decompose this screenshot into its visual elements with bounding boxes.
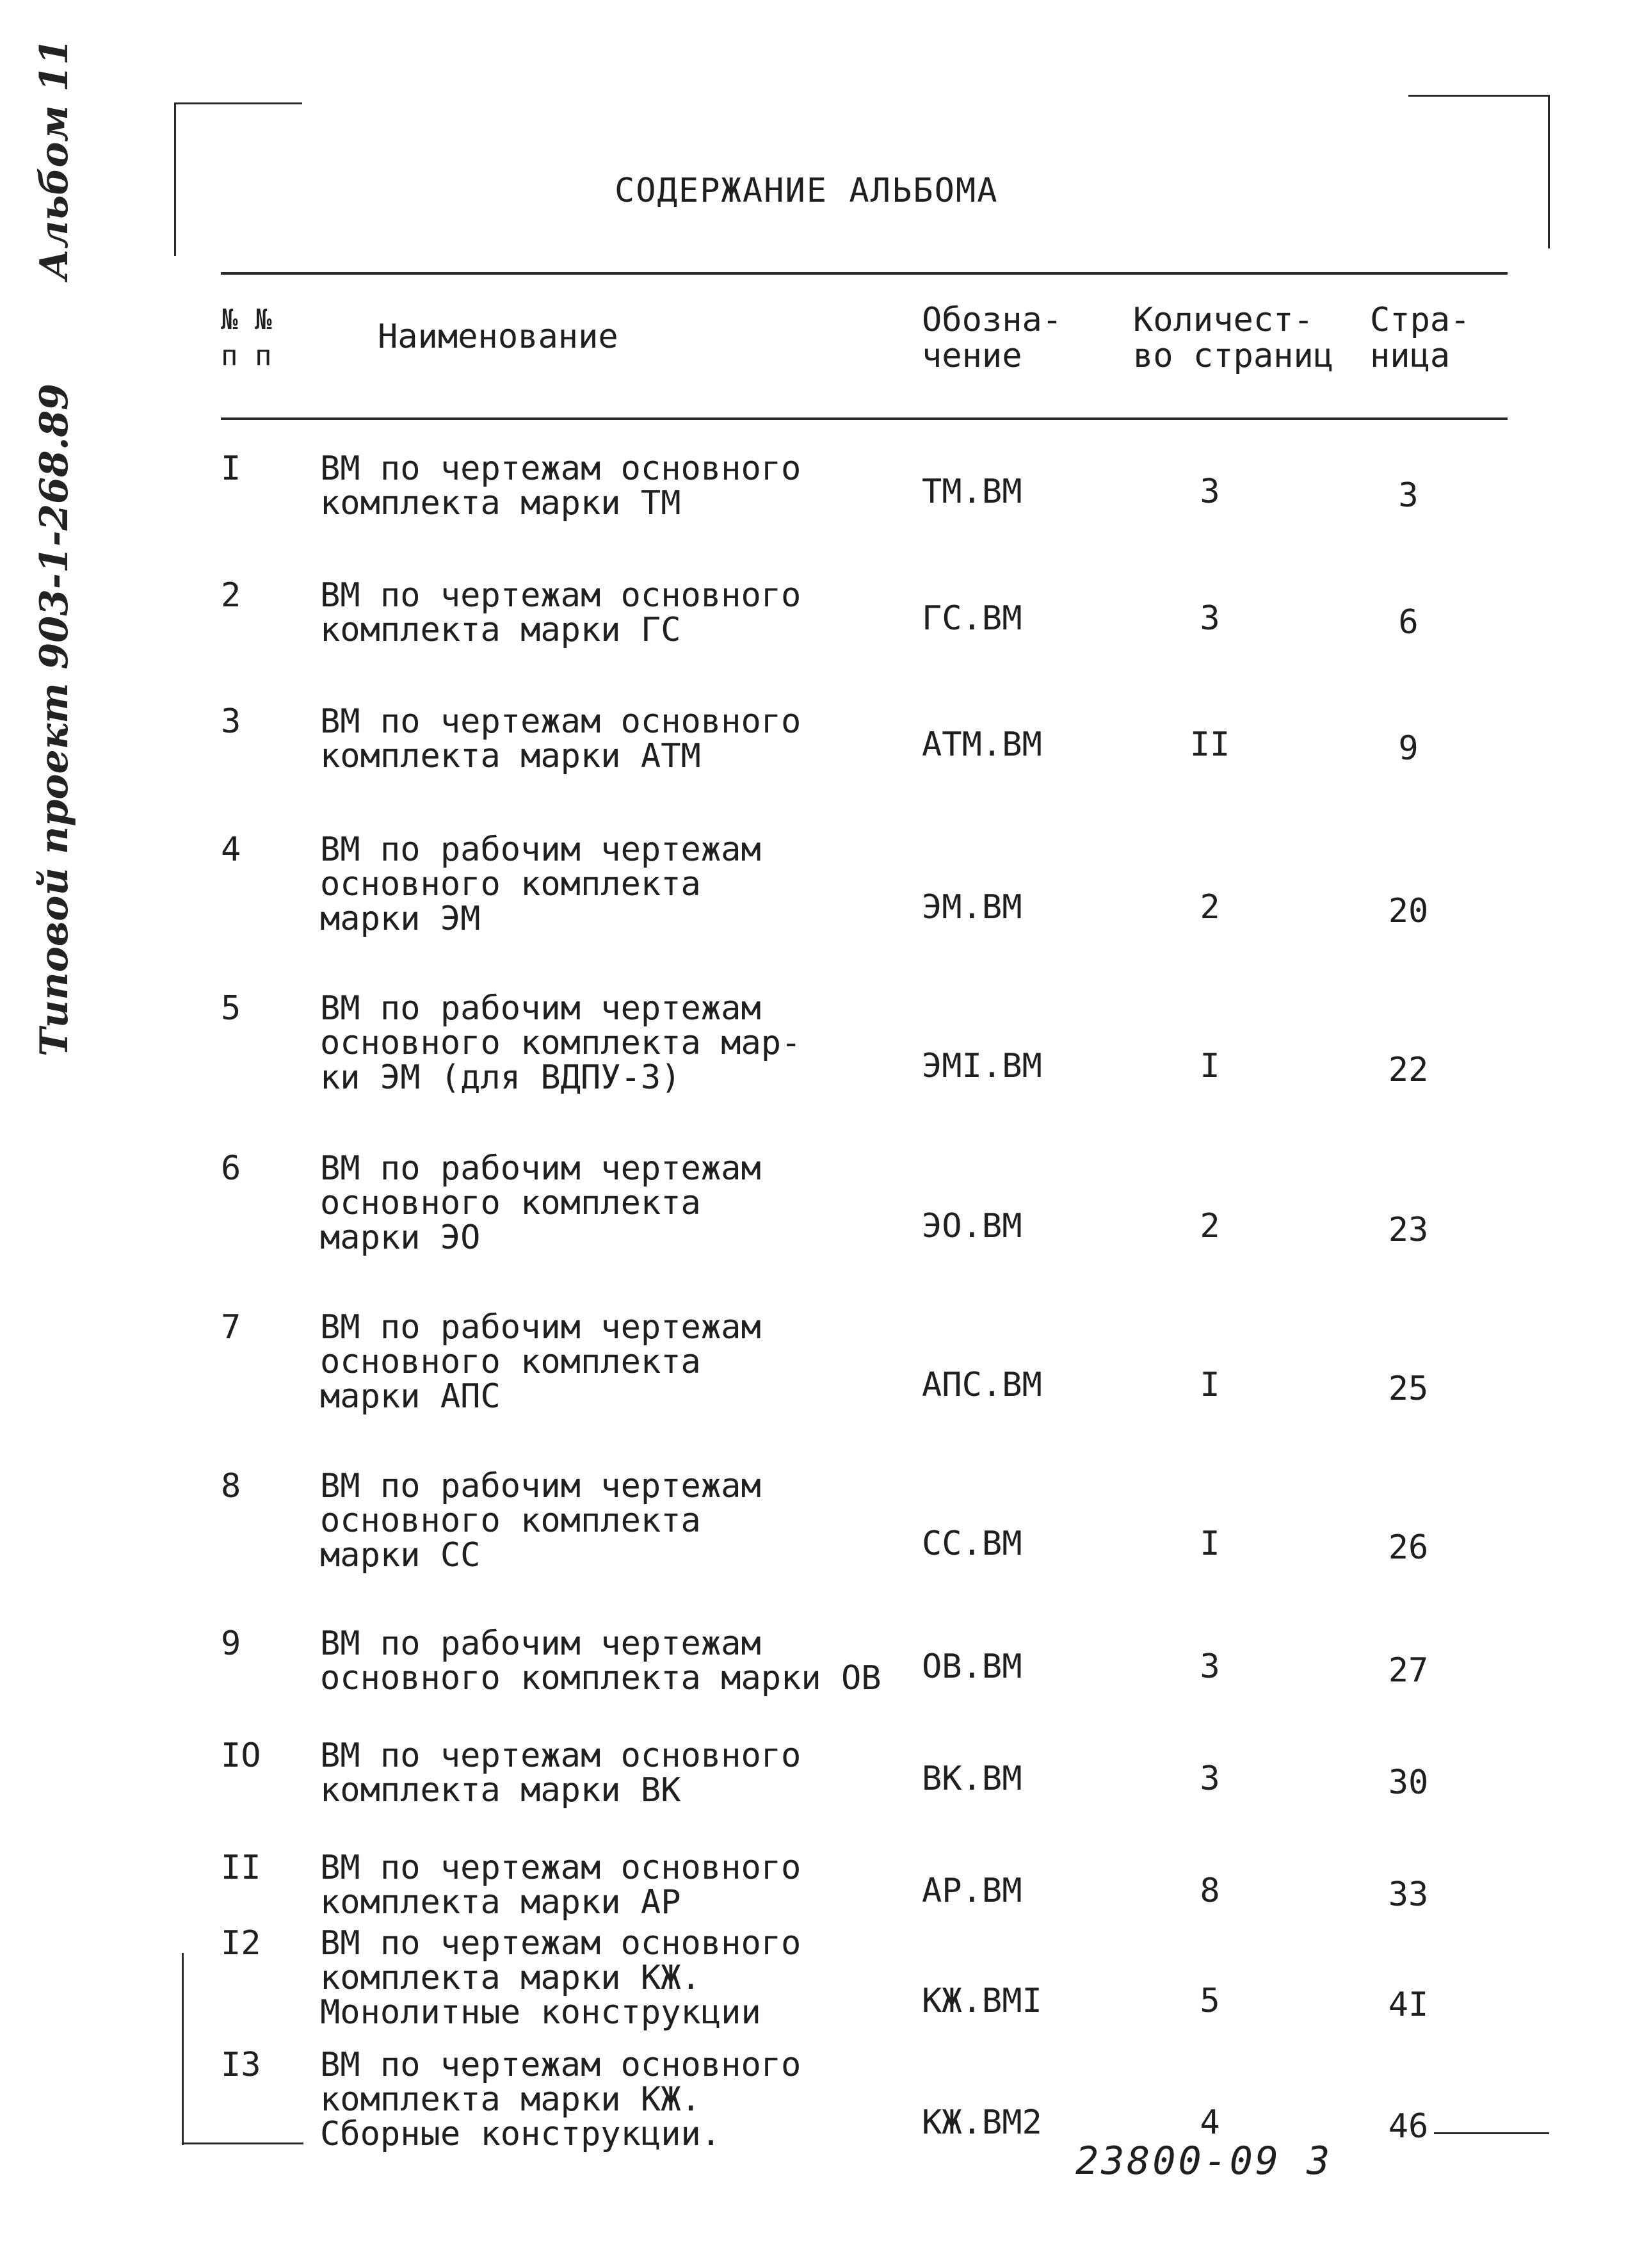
- row-page-count: I: [1200, 1366, 1220, 1404]
- row-name: ВМ по рабочим чертежам основного комплекта марки ЭМ: [320, 830, 761, 938]
- document-code: 23800-09 3: [1075, 2139, 1333, 2183]
- row-page-count: 3: [1200, 599, 1220, 638]
- frame-top-right-horizontal: [1408, 95, 1549, 97]
- row-page-count: I: [1200, 1047, 1220, 1085]
- row-start-page: 9: [1398, 729, 1419, 768]
- frame-bottom-left-horizontal: [182, 2142, 303, 2144]
- side-label-project: Типовой проект 903-1-268.89: [32, 383, 77, 1057]
- row-page-count: 3: [1200, 1648, 1220, 1686]
- row-code: ЭМ.ВМ: [922, 888, 1022, 927]
- row-page-count: 2: [1200, 1207, 1220, 1245]
- row-page-count: II: [1189, 725, 1230, 764]
- header-page: Стра- ница: [1370, 301, 1470, 375]
- row-page-count: 2: [1200, 888, 1220, 927]
- row-code: ОВ.ВМ: [922, 1648, 1022, 1686]
- row-name: ВМ по рабочим чертежам основного комплекта марки ЭО: [320, 1149, 761, 1257]
- frame-bottom-left-vertical: [182, 1953, 184, 2145]
- row-page-count: 4: [1200, 2103, 1220, 2142]
- row-start-page: 22: [1388, 1051, 1429, 1089]
- row-name: ВМ по рабочим чертежам основного комплекта мар- ки ЭМ (для ВДПУ-3): [320, 989, 801, 1097]
- row-page-count: 3: [1200, 473, 1220, 511]
- row-name: ВМ по чертежам основного комплекта марки ГС: [320, 576, 801, 649]
- header-num: № № п п: [221, 304, 272, 372]
- row-number: I2: [221, 1924, 261, 1963]
- row-name: ВМ по чертежам основного комплекта марки КЖ. Монолитные конструкции: [320, 1924, 801, 2032]
- row-number: 4: [221, 830, 241, 869]
- frame-top-left-horizontal: [174, 102, 302, 104]
- row-start-page: 23: [1388, 1211, 1429, 1249]
- row-number: 3: [221, 702, 241, 741]
- header-name: Наименование: [378, 318, 618, 356]
- row-start-page: 3: [1398, 476, 1419, 515]
- row-number: 2: [221, 576, 241, 615]
- row-start-page: 30: [1388, 1763, 1429, 1802]
- row-name: ВМ по чертежам основного комплекта марки АР: [320, 1849, 801, 1922]
- row-name: ВМ по рабочим чертежам основного комплекта марки ОВ: [320, 1624, 881, 1697]
- row-name: ВМ по чертежам основного комплекта марки ВК: [320, 1737, 801, 1810]
- side-label-album: Альбом 11: [32, 38, 77, 280]
- row-name: ВМ по рабочим чертежам основного комплекта марки АПС: [320, 1308, 761, 1416]
- row-page-count: 8: [1200, 1872, 1220, 1910]
- header-code: Обозна- чение: [922, 301, 1063, 375]
- row-start-page: 33: [1388, 1875, 1429, 1914]
- row-page-count: 3: [1200, 1760, 1220, 1798]
- table-header-rule: [221, 417, 1508, 420]
- header-count: Количест- во страниц: [1133, 301, 1334, 375]
- row-page-count: I: [1200, 1525, 1220, 1563]
- row-start-page: 46: [1388, 2107, 1429, 2146]
- row-page-count: 5: [1200, 1982, 1220, 2020]
- row-start-page: 20: [1388, 892, 1429, 930]
- row-code: ЭМI.ВМ: [922, 1047, 1042, 1085]
- row-code: ТМ.ВМ: [922, 473, 1022, 511]
- row-number: 7: [221, 1308, 241, 1347]
- row-number: 6: [221, 1149, 241, 1188]
- row-code: ЭО.ВМ: [922, 1207, 1022, 1245]
- row-start-page: 26: [1388, 1528, 1429, 1567]
- side-label: [32, 38, 96, 1057]
- row-start-page: 25: [1388, 1370, 1429, 1408]
- row-number: 8: [221, 1467, 241, 1505]
- row-number: 5: [221, 989, 241, 1028]
- row-code: ВК.ВМ: [922, 1760, 1022, 1798]
- row-number: I: [221, 450, 241, 488]
- row-name: ВМ по чертежам основного комплекта марки ТМ: [320, 450, 801, 522]
- row-code: СС.ВМ: [922, 1525, 1022, 1563]
- frame-top-left-vertical: [174, 102, 176, 256]
- row-code: АПС.ВМ: [922, 1366, 1042, 1404]
- frame-top-right-vertical: [1548, 95, 1550, 248]
- row-start-page: 27: [1388, 1651, 1429, 1690]
- row-code: КЖ.ВМ2: [922, 2103, 1042, 2142]
- row-start-page: 4I: [1388, 1986, 1429, 2024]
- row-code: КЖ.ВМI: [922, 1982, 1042, 2020]
- row-start-page: 6: [1398, 603, 1419, 642]
- row-number: I3: [221, 2046, 261, 2084]
- row-code: АТМ.ВМ: [922, 725, 1042, 764]
- row-number: 9: [221, 1624, 241, 1663]
- table-top-rule: [221, 272, 1508, 275]
- row-name: ВМ по рабочим чертежам основного комплекта марки СС: [320, 1467, 761, 1575]
- row-number: II: [221, 1849, 261, 1887]
- row-name: ВМ по чертежам основного комплекта марки КЖ. Сборные конструкции.: [320, 2046, 801, 2153]
- row-number: IO: [221, 1737, 261, 1775]
- row-code: АР.ВМ: [922, 1872, 1022, 1910]
- page-title: СОДЕРЖАНИЕ АЛЬБОМА: [615, 172, 999, 210]
- row-name: ВМ по чертежам основного комплекта марки АТМ: [320, 702, 801, 775]
- row-code: ГС.ВМ: [922, 599, 1022, 638]
